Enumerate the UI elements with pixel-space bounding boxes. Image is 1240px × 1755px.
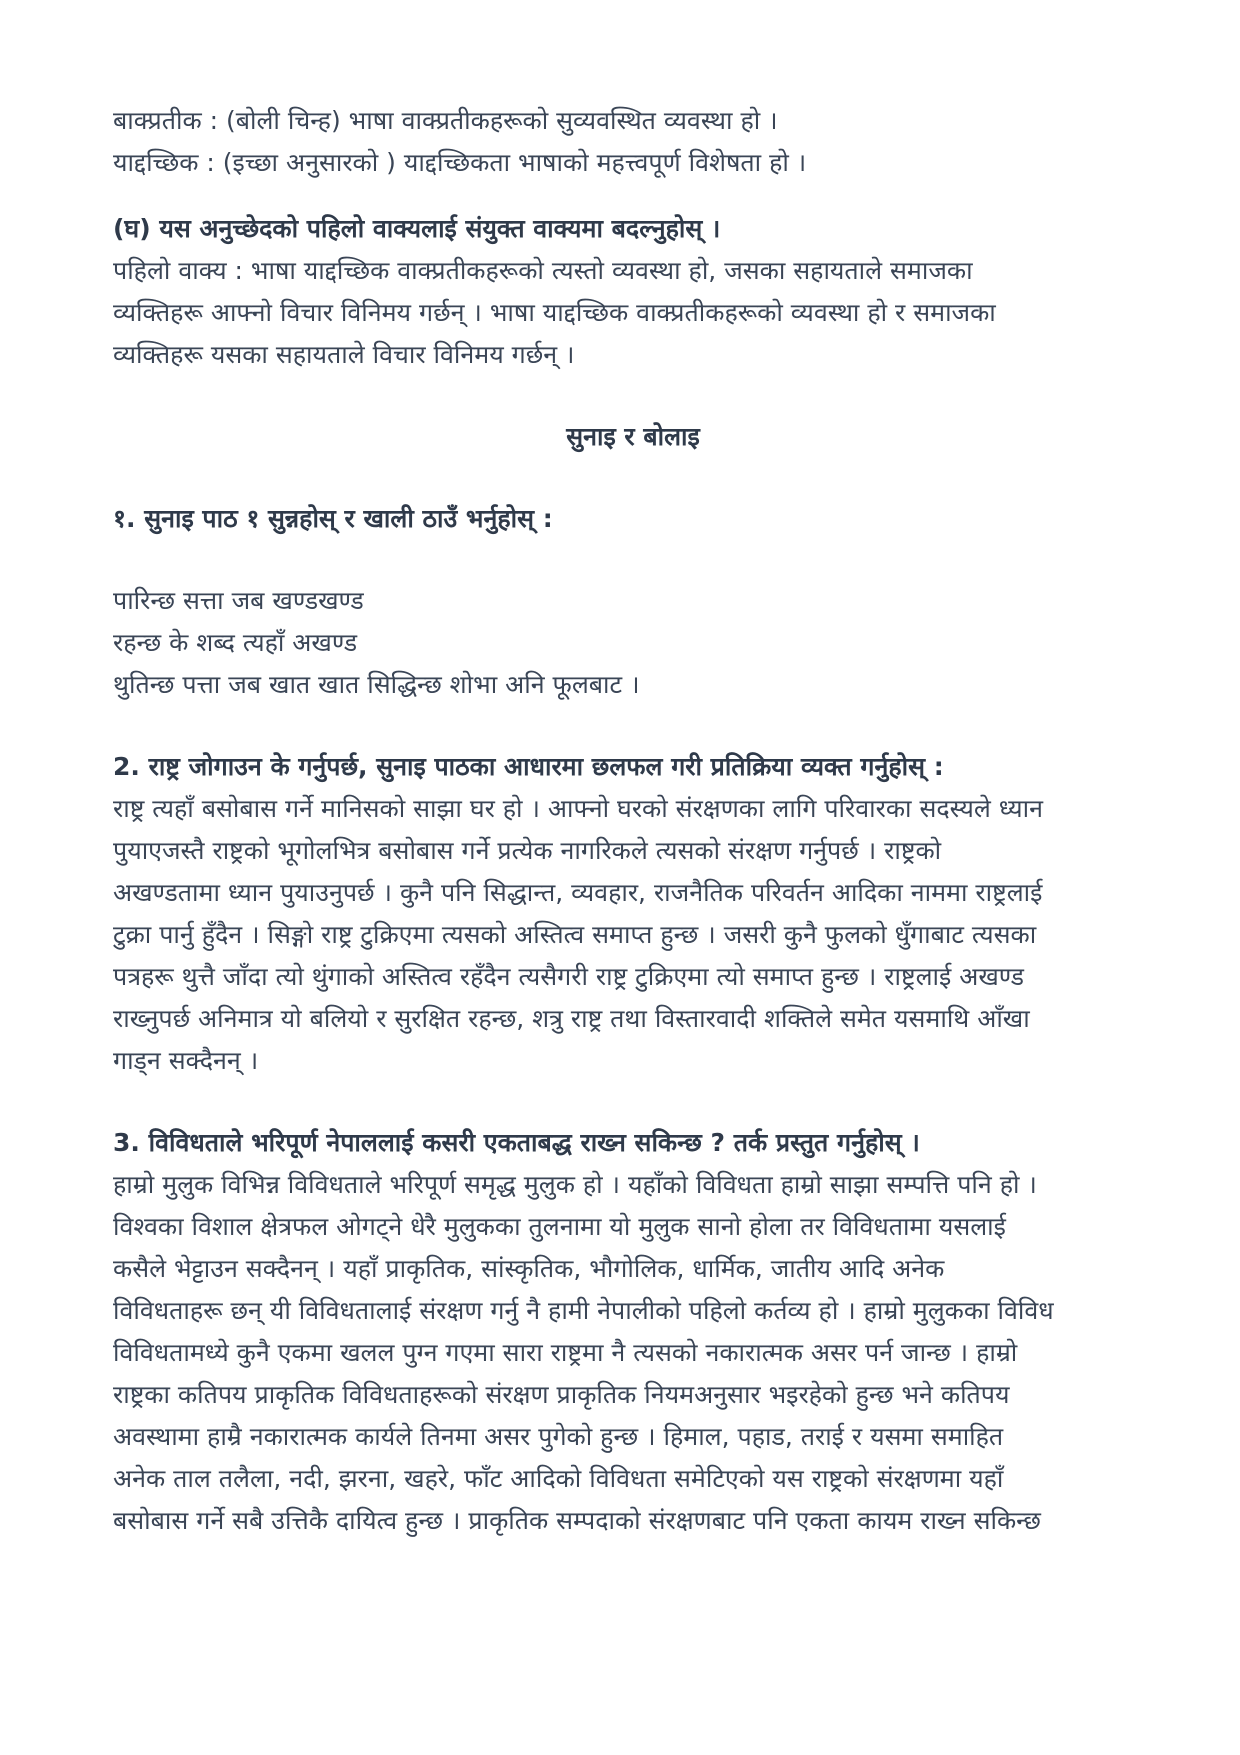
answer-line: व्यक्तिहरू आफ्नो विचार विनिमय गर्छन् । भाषा याद्दच्छिक वाक्प्रतीकहरूको व्यवस्था हो र समाजका [113,298,996,327]
answer-line: व्यक्तिहरू यसका सहायताले विचार विनिमय गर्छन् । [113,340,575,369]
answer-line: गाड्न सक्दैनन् । [113,1046,259,1075]
poem-line: रहन्छ के शब्द त्यहाँ अखण्ड [113,628,358,657]
answer-line: अनेक ताल तलैला, नदी, झरना, खहरे, फाँट आदिको विविधता समेटिएको यस राष्ट्रको संरक्षणमा यहाँ [113,1464,1004,1493]
question-1-heading: १. सुनाइ पाठ १ सुन्नहोस् र खाली ठाउँ भर्नुहोस् : [113,504,553,533]
answer-line: राष्ट्र त्यहाँ बसोबास गर्ने मानिसको साझा घर हो । आफ्नो घरको संरक्षणका लागि परिवारका सदस्यले ध्यान [113,794,1044,823]
answer-line: बसोबास गर्ने सबै उत्तिकै दायित्व हुन्छ । प्राकृतिक सम्पदाको संरक्षणबाट पनि एकता कायम राख्न सकिन्छ [113,1506,1041,1535]
answer-line: विविधताहरू छन् यी विविधतालाई संरक्षण गर्नु नै हामी नेपालीको पहिलो कर्तव्य हो । हाम्रो मुलुकका विविध [113,1296,1054,1325]
question-gha-heading: (घ) यस अनुच्छेदको पहिलो वाक्यलाई संयुक्त वाक्यमा बदल्नुहोस् । [113,214,721,243]
answer-line: टुक्रा पार्नु हुँदैन । सिङ्गो राष्ट्र टुक्रिएमा त्यसको अस्तित्व समाप्त हुन्छ । जसरी कुनै फुलको धुँगाबाट त्यसका [113,920,1037,949]
answer-line: अवस्थामा हाम्रै नकारात्मक कार्यले तिनमा असर पुगेको हुन्छ । हिमाल, पहाड, तराई र यसमा समाहित [113,1422,1004,1451]
answer-line: राष्ट्रका कतिपय प्राकृतिक विविधताहरूको संरक्षण प्राकृतिक नियमअनुसार भइरहेको हुन्छ भने कतिपय [113,1380,1010,1409]
poem-line: थुतिन्छ पत्ता जब खात खात सिद्धिन्छ शोभा अनि फूलबाट । [113,670,640,699]
document-page [113,100,1153,1542]
answer-line: पहिलो वाक्य : भाषा याद्दच्छिक वाक्प्रतीकहरूको त्यस्तो व्यवस्था हो, जसका सहायताले समाजका [113,256,973,285]
answer-line: विविधतामध्ये कुनै एकमा खलल पुग्न गएमा सारा राष्ट्रमा नै त्यसको नकारात्मक असर पर्न जान्छ । हाम्रो [113,1338,1018,1367]
answer-line: हाम्रो मुलुक विभिन्न विविधताले भरिपूर्ण समृद्ध मुलुक हो । यहाँको विविधता हाम्रो साझा सम्पत्ति पनि हो । [113,1170,1037,1199]
definition-line: बाक्प्रतीक : (बोली चिन्ह) भाषा वाक्प्रतीकहरूको सुव्यवस्थित व्यवस्था हो । [113,106,778,135]
section-title: सुनाइ र बोलाइ [566,422,700,451]
answer-line: पत्रहरू थुत्तै जाँदा त्यो थुंगाको अस्तित्व रहँदैन त्यसैगरी राष्ट्र टुक्रिएमा त्यो समाप्त हुन्छ । राष्ट्रलाई अखण्ड [113,962,1025,991]
answer-line: कसैले भेट्टाउन सक्दैनन् । यहाँ प्राकृतिक, सांस्कृतिक, भौगोलिक, धार्मिक, जातीय आदि अनेक [113,1254,945,1283]
question-2-heading: 2. राष्ट्र जोगाउन के गर्नुपर्छ, सुनाइ पाठका आधारमा छलफल गरी प्रतिक्रिया व्यक्त गर्नुहोस् : [113,752,944,781]
answer-line: विश्वका विशाल क्षेत्रफल ओगट्ने धेरै मुलुकका तुलनामा यो मुलुक सानो होला तर विविधतामा यसलाई [113,1212,1006,1241]
answer-line: अखण्डतामा ध्यान पुयाउनुपर्छ । कुनै पनि सिद्धान्त, व्यवहार, राजनैतिक परिवर्तन आदिका नाममा राष्ट्रलाई [113,878,1043,907]
answer-line: राख्नुपर्छ अनिमात्र यो बलियो र सुरक्षित रहन्छ, शत्रु राष्ट्र तथा विस्तारवादी शक्तिले समेत यसमाथि आँखा [113,1004,1030,1033]
definition-line: याद्दच्छिक : (इच्छा अनुसारको ) याद्दच्छिकता भाषाको महत्त्वपूर्ण विशेषता हो । [113,148,807,177]
poem-line: पारिन्छ सत्ता जब खण्डखण्ड [113,586,364,615]
question-3-heading: 3. विविधताले भरिपूर्ण नेपाललाई कसरी एकताबद्ध राख्न सकिन्छ ? तर्क प्रस्तुत गर्नुहोस् । [113,1128,920,1157]
answer-line: पुयाएजस्तै राष्ट्रको भूगोलभित्र बसोबास गर्ने प्रत्येक नागरिकले त्यसको संरक्षण गर्नुपर्छ । राष्ट्रको [113,836,942,865]
